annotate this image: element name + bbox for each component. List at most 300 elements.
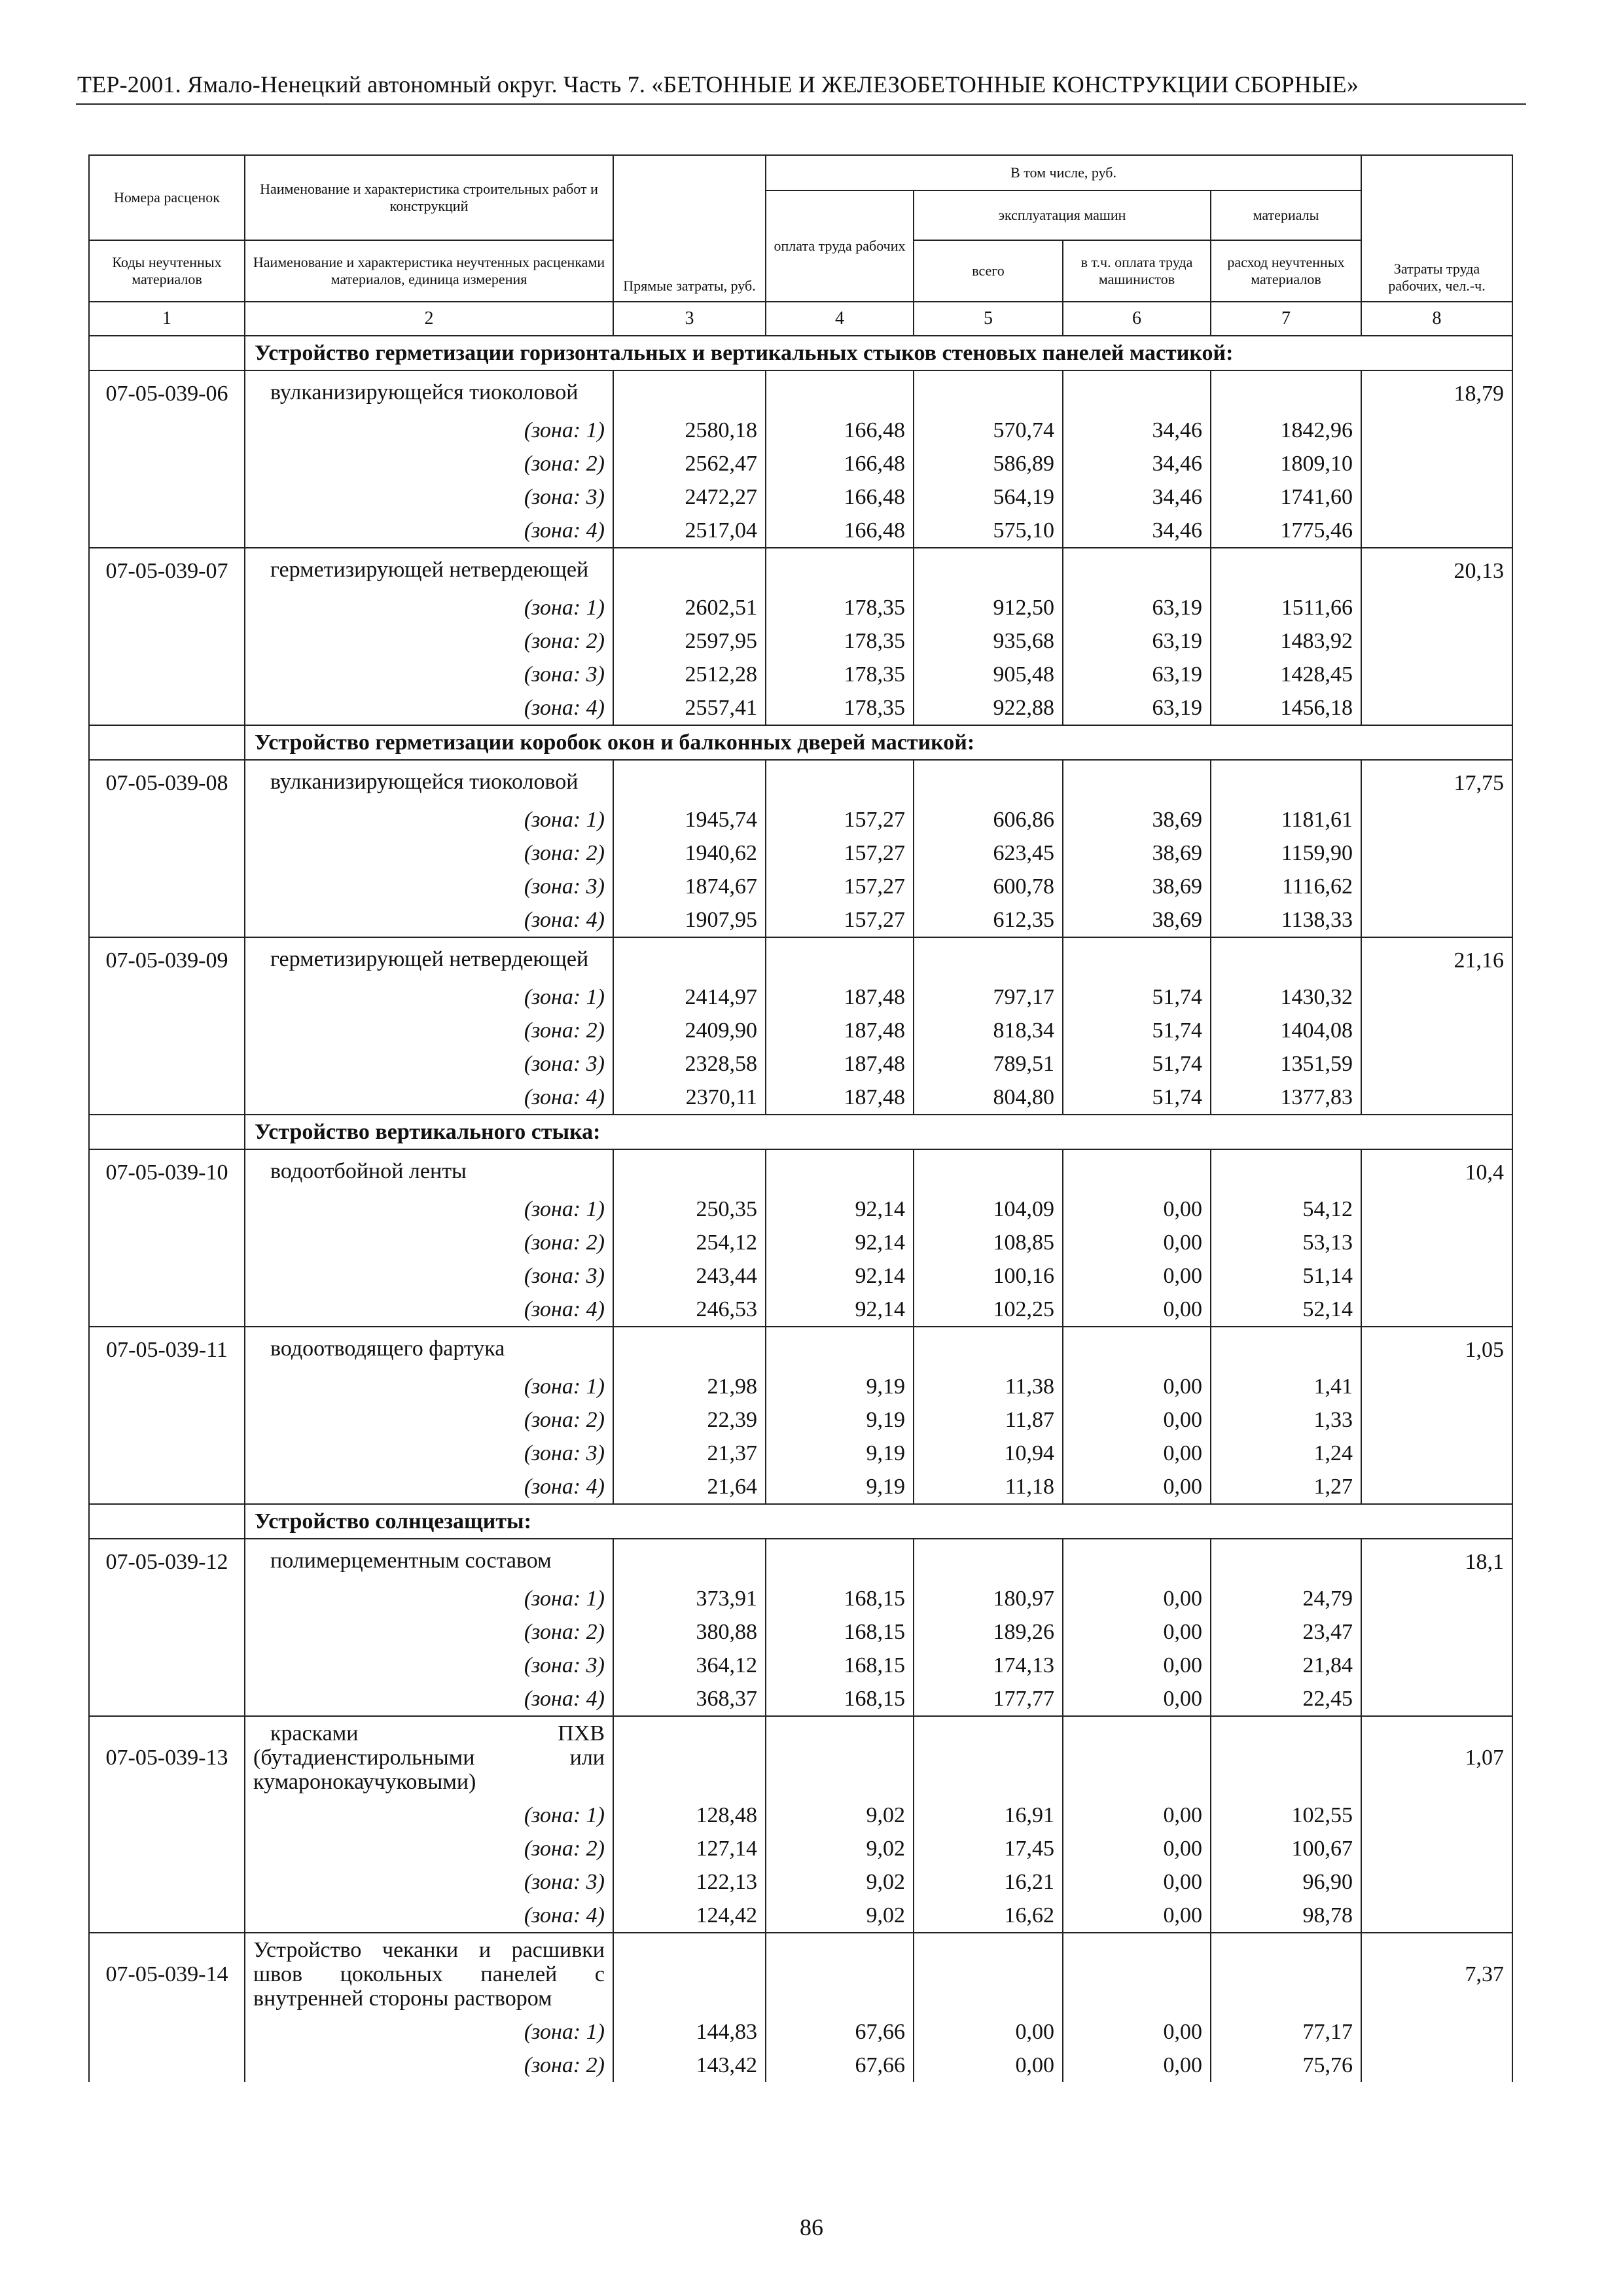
empty-cell [1211, 1327, 1361, 1370]
empty-cell [1063, 370, 1211, 414]
machines-total: 564,19 [914, 480, 1063, 514]
empty-cell [1063, 760, 1211, 803]
zone-label: (зона: 3) [245, 1865, 613, 1899]
group-title: Устройство герметизации коробок окон и балконных дверей мастикой: [245, 725, 1512, 760]
column-number: 4 [766, 302, 914, 336]
operators-wages: 0,00 [1063, 1682, 1211, 1716]
operators-wages: 0,00 [1063, 1899, 1211, 1933]
code-cell-empty [89, 836, 245, 870]
rate-code: 07-05-039-06 [89, 370, 245, 414]
empty-cell [613, 1149, 766, 1193]
machines-total: 100,16 [914, 1259, 1063, 1293]
workers-wages: 67,66 [766, 2049, 914, 2082]
materials-cost: 75,76 [1211, 2049, 1361, 2082]
materials-cost: 22,45 [1211, 1682, 1361, 1716]
code-cell-empty [89, 1865, 245, 1899]
direct-costs: 144,83 [613, 2015, 766, 2049]
workers-wages: 9,19 [766, 1470, 914, 1504]
labor-cell-empty [1361, 2049, 1512, 2082]
column-number: 8 [1361, 302, 1512, 336]
group-header [89, 725, 1512, 760]
code-cell-empty [89, 591, 245, 624]
zone-label: (зона: 1) [245, 803, 613, 836]
zone-label: (зона: 1) [245, 1193, 613, 1226]
direct-costs: 2472,27 [613, 480, 766, 514]
machines-total: 17,45 [914, 1832, 1063, 1865]
operators-wages: 0,00 [1063, 2049, 1211, 2082]
empty-cell [613, 937, 766, 980]
labor-cell-empty [1361, 624, 1512, 658]
labor-cost: 1,07 [1361, 1716, 1512, 1799]
empty-cell [613, 1327, 766, 1370]
zone-row [89, 1014, 1512, 1047]
machines-total: 0,00 [914, 2015, 1063, 2049]
direct-costs: 143,42 [613, 2049, 766, 2082]
machines-total: 804,80 [914, 1081, 1063, 1115]
labor-cell-empty [1361, 591, 1512, 624]
materials-cost: 1,33 [1211, 1403, 1361, 1437]
direct-costs: 2512,28 [613, 658, 766, 691]
group-row [89, 725, 1512, 760]
empty-cell [1063, 1149, 1211, 1193]
rate-entry [89, 1539, 1512, 1716]
machines-total: 600,78 [914, 870, 1063, 903]
col-header-work-name: Наименование и характеристика строительных работ и конструкций [245, 155, 613, 240]
zone-row [89, 1582, 1512, 1615]
col-header-material-codes: Коды неучтенных материалов [89, 240, 245, 302]
labor-cell-empty [1361, 1193, 1512, 1226]
operators-wages: 38,69 [1063, 870, 1211, 903]
zone-row [89, 2049, 1512, 2082]
materials-cost: 1775,46 [1211, 514, 1361, 548]
direct-costs: 1907,95 [613, 903, 766, 937]
workers-wages: 166,48 [766, 480, 914, 514]
empty-cell [1211, 548, 1361, 591]
rate-title-row [89, 1933, 1512, 2015]
group-row [89, 1504, 1512, 1539]
operators-wages: 34,46 [1063, 414, 1211, 447]
rate-description: вулканизирующейся тиоколовой [245, 760, 613, 803]
zone-label: (зона: 2) [245, 836, 613, 870]
machines-total: 623,45 [914, 836, 1063, 870]
labor-cost: 18,1 [1361, 1539, 1512, 1582]
operators-wages: 38,69 [1063, 836, 1211, 870]
code-cell-empty [89, 1682, 245, 1716]
operators-wages: 38,69 [1063, 903, 1211, 937]
workers-wages: 168,15 [766, 1649, 914, 1682]
direct-costs: 254,12 [613, 1226, 766, 1259]
machines-total: 102,25 [914, 1293, 1063, 1327]
direct-costs: 124,42 [613, 1899, 766, 1933]
zone-label: (зона: 3) [245, 480, 613, 514]
machines-total: 818,34 [914, 1014, 1063, 1047]
workers-wages: 166,48 [766, 414, 914, 447]
workers-wages: 168,15 [766, 1615, 914, 1649]
zone-row [89, 1470, 1512, 1504]
workers-wages: 67,66 [766, 2015, 914, 2049]
direct-costs: 122,13 [613, 1865, 766, 1899]
materials-cost: 53,13 [1211, 1226, 1361, 1259]
workers-wages: 157,27 [766, 870, 914, 903]
materials-cost: 1377,83 [1211, 1081, 1361, 1115]
code-cell-empty [89, 1047, 245, 1081]
empty-cell [1211, 1716, 1361, 1799]
zone-label: (зона: 4) [245, 903, 613, 937]
labor-cell-empty [1361, 1293, 1512, 1327]
operators-wages: 0,00 [1063, 1832, 1211, 1865]
materials-cost: 102,55 [1211, 1799, 1361, 1832]
code-cell-empty [89, 691, 245, 725]
machines-total: 797,17 [914, 980, 1063, 1014]
empty-cell [914, 370, 1063, 414]
machines-total: 16,91 [914, 1799, 1063, 1832]
empty-cell [914, 1149, 1063, 1193]
group-spacer [89, 725, 245, 760]
group-title: Устройство вертикального стыка: [245, 1115, 1512, 1149]
rate-title-row [89, 370, 1512, 414]
operators-wages: 0,00 [1063, 1293, 1211, 1327]
labor-cost: 21,16 [1361, 937, 1512, 980]
rate-entry [89, 1149, 1512, 1327]
direct-costs: 1945,74 [613, 803, 766, 836]
labor-cell-empty [1361, 1370, 1512, 1403]
workers-wages: 178,35 [766, 591, 914, 624]
code-cell-empty [89, 658, 245, 691]
workers-wages: 168,15 [766, 1582, 914, 1615]
empty-cell [766, 1933, 914, 2015]
operators-wages: 0,00 [1063, 1582, 1211, 1615]
workers-wages: 92,14 [766, 1193, 914, 1226]
labor-cell-empty [1361, 1799, 1512, 1832]
operators-wages: 0,00 [1063, 1649, 1211, 1682]
workers-wages: 168,15 [766, 1682, 914, 1716]
zone-label: (зона: 1) [245, 1370, 613, 1403]
machines-total: 189,26 [914, 1615, 1063, 1649]
group-header [89, 1504, 1512, 1539]
workers-wages: 166,48 [766, 447, 914, 480]
empty-cell [1211, 1539, 1361, 1582]
zone-row [89, 1649, 1512, 1682]
code-cell-empty [89, 870, 245, 903]
materials-cost: 21,84 [1211, 1649, 1361, 1682]
direct-costs: 2602,51 [613, 591, 766, 624]
materials-cost: 1809,10 [1211, 447, 1361, 480]
column-number: 1 [89, 302, 245, 336]
materials-cost: 100,67 [1211, 1832, 1361, 1865]
zone-row [89, 1403, 1512, 1437]
workers-wages: 187,48 [766, 980, 914, 1014]
zone-row [89, 414, 1512, 447]
operators-wages: 63,19 [1063, 658, 1211, 691]
labor-cell-empty [1361, 658, 1512, 691]
empty-cell [914, 548, 1063, 591]
rate-code: 07-05-039-11 [89, 1327, 245, 1370]
zone-row [89, 480, 1512, 514]
labor-cell-empty [1361, 1226, 1512, 1259]
code-cell-empty [89, 1582, 245, 1615]
labor-cell-empty [1361, 1403, 1512, 1437]
code-cell-empty [89, 1403, 245, 1437]
machines-total: 922,88 [914, 691, 1063, 725]
operators-wages: 0,00 [1063, 1259, 1211, 1293]
rate-description: полимерцементным составом [245, 1539, 613, 1582]
rate-description: герметизирующей нетвердеющей [245, 548, 613, 591]
labor-cost: 17,75 [1361, 760, 1512, 803]
col-header-labor: Затраты труда рабочих, чел.-ч. [1361, 155, 1512, 302]
code-cell-empty [89, 803, 245, 836]
zone-row [89, 870, 1512, 903]
zone-row [89, 447, 1512, 480]
rate-title-row [89, 937, 1512, 980]
zone-label: (зона: 1) [245, 1799, 613, 1832]
workers-wages: 157,27 [766, 903, 914, 937]
direct-costs: 1940,62 [613, 836, 766, 870]
column-number: 2 [245, 302, 613, 336]
direct-costs: 2370,11 [613, 1081, 766, 1115]
rate-code: 07-05-039-14 [89, 1933, 245, 2015]
rate-code: 07-05-039-08 [89, 760, 245, 803]
rate-code: 07-05-039-07 [89, 548, 245, 591]
direct-costs: 2557,41 [613, 691, 766, 725]
labor-cell-empty [1361, 1582, 1512, 1615]
zone-label: (зона: 4) [245, 1470, 613, 1504]
zone-label: (зона: 4) [245, 1081, 613, 1115]
zone-label: (зона: 4) [245, 514, 613, 548]
labor-cell-empty [1361, 1470, 1512, 1504]
zone-row [89, 836, 1512, 870]
machines-total: 108,85 [914, 1226, 1063, 1259]
labor-cell-empty [1361, 803, 1512, 836]
rate-title-row [89, 1149, 1512, 1193]
materials-cost: 77,17 [1211, 2015, 1361, 2049]
code-cell-empty [89, 1081, 245, 1115]
direct-costs: 1874,67 [613, 870, 766, 903]
rate-entry [89, 370, 1512, 548]
empty-cell [766, 1149, 914, 1193]
code-cell-empty [89, 2049, 245, 2082]
zone-row [89, 803, 1512, 836]
zone-label: (зона: 2) [245, 1226, 613, 1259]
page-number: 86 [800, 2214, 823, 2240]
empty-cell [613, 1716, 766, 1799]
zone-label: (зона: 3) [245, 658, 613, 691]
labor-cell-empty [1361, 1682, 1512, 1716]
group-row [89, 1115, 1512, 1149]
operators-wages: 0,00 [1063, 1470, 1211, 1504]
empty-cell [914, 760, 1063, 803]
materials-cost: 52,14 [1211, 1293, 1361, 1327]
workers-wages: 187,48 [766, 1014, 914, 1047]
code-cell-empty [89, 1899, 245, 1933]
workers-wages: 166,48 [766, 514, 914, 548]
empty-cell [914, 937, 1063, 980]
labor-cell-empty [1361, 480, 1512, 514]
labor-cost: 10,4 [1361, 1149, 1512, 1193]
direct-costs: 246,53 [613, 1293, 766, 1327]
materials-cost: 23,47 [1211, 1615, 1361, 1649]
direct-costs: 21,64 [613, 1470, 766, 1504]
rate-title-row [89, 1716, 1512, 1799]
operators-wages: 51,74 [1063, 1081, 1211, 1115]
empty-cell [1211, 1149, 1361, 1193]
zone-label: (зона: 2) [245, 447, 613, 480]
zone-row [89, 1370, 1512, 1403]
code-cell-empty [89, 624, 245, 658]
zone-row [89, 2015, 1512, 2049]
machines-total: 575,10 [914, 514, 1063, 548]
zone-label: (зона: 3) [245, 1649, 613, 1682]
column-number: 6 [1063, 302, 1211, 336]
empty-cell [766, 1327, 914, 1370]
operators-wages: 38,69 [1063, 803, 1211, 836]
machines-total: 612,35 [914, 903, 1063, 937]
col-header-material-usage: расход неучтенных материалов [1211, 240, 1361, 302]
code-cell-empty [89, 1615, 245, 1649]
materials-cost: 1181,61 [1211, 803, 1361, 836]
operators-wages: 51,74 [1063, 1014, 1211, 1047]
operators-wages: 63,19 [1063, 624, 1211, 658]
machines-total: 935,68 [914, 624, 1063, 658]
operators-wages: 0,00 [1063, 1865, 1211, 1899]
materials-cost: 1428,45 [1211, 658, 1361, 691]
materials-cost: 98,78 [1211, 1899, 1361, 1933]
zone-label: (зона: 2) [245, 2049, 613, 2082]
workers-wages: 92,14 [766, 1226, 914, 1259]
zone-row [89, 658, 1512, 691]
labor-cost: 18,79 [1361, 370, 1512, 414]
materials-cost: 1159,90 [1211, 836, 1361, 870]
code-cell-empty [89, 1470, 245, 1504]
labor-cell-empty [1361, 514, 1512, 548]
materials-cost: 1404,08 [1211, 1014, 1361, 1047]
machines-total: 11,87 [914, 1403, 1063, 1437]
direct-costs: 21,98 [613, 1370, 766, 1403]
empty-cell [766, 548, 914, 591]
code-cell-empty [89, 1193, 245, 1226]
labor-cell-empty [1361, 414, 1512, 447]
zone-row [89, 1799, 1512, 1832]
operators-wages: 0,00 [1063, 1370, 1211, 1403]
column-numbers [89, 302, 1512, 336]
rate-entry [89, 1933, 1512, 2082]
materials-cost: 1430,32 [1211, 980, 1361, 1014]
empty-cell [613, 1933, 766, 2015]
machines-total: 174,13 [914, 1649, 1063, 1682]
group-header [89, 336, 1512, 370]
operators-wages: 34,46 [1063, 514, 1211, 548]
rate-code: 07-05-039-09 [89, 937, 245, 980]
rate-description: герметизирующей нетвердеющей [245, 937, 613, 980]
machines-total: 11,18 [914, 1470, 1063, 1504]
rate-code: 07-05-039-13 [89, 1716, 245, 1799]
labor-cell-empty [1361, 1014, 1512, 1047]
operators-wages: 34,46 [1063, 480, 1211, 514]
group-spacer [89, 1504, 245, 1539]
code-cell-empty [89, 903, 245, 937]
col-header-including: В том числе, руб. [766, 155, 1361, 190]
rate-entry [89, 1327, 1512, 1504]
direct-costs: 2414,97 [613, 980, 766, 1014]
empty-cell [1063, 1327, 1211, 1370]
col-header-direct-costs: Прямые затраты, руб. [613, 155, 766, 302]
code-cell-empty [89, 1799, 245, 1832]
zone-row [89, 1615, 1512, 1649]
machines-total: 905,48 [914, 658, 1063, 691]
materials-cost: 24,79 [1211, 1582, 1361, 1615]
operators-wages: 51,74 [1063, 1047, 1211, 1081]
zone-label: (зона: 1) [245, 591, 613, 624]
materials-cost: 1351,59 [1211, 1047, 1361, 1081]
group-title: Устройство герметизации горизонтальных и вертикальных стыков стеновых панелей мастикой: [245, 336, 1512, 370]
labor-cell-empty [1361, 836, 1512, 870]
direct-costs: 373,91 [613, 1582, 766, 1615]
zone-label: (зона: 4) [245, 691, 613, 725]
zone-row [89, 1259, 1512, 1293]
zone-label: (зона: 1) [245, 1582, 613, 1615]
zone-label: (зона: 1) [245, 2015, 613, 2049]
code-cell-empty [89, 1649, 245, 1682]
empty-cell [1063, 1716, 1211, 1799]
group-title: Устройство солнцезащиты: [245, 1504, 1512, 1539]
zone-label: (зона: 3) [245, 1047, 613, 1081]
direct-costs: 364,12 [613, 1649, 766, 1682]
labor-cell-empty [1361, 1047, 1512, 1081]
direct-costs: 2328,58 [613, 1047, 766, 1081]
code-cell-empty [89, 2015, 245, 2049]
materials-cost: 1,41 [1211, 1370, 1361, 1403]
zone-row [89, 1682, 1512, 1716]
group-header [89, 1115, 1512, 1149]
labor-cell-empty [1361, 2015, 1512, 2049]
zone-label: (зона: 4) [245, 1682, 613, 1716]
zone-row [89, 1081, 1512, 1115]
col-header-wages: оплата труда рабочих [766, 190, 914, 302]
direct-costs: 2409,90 [613, 1014, 766, 1047]
direct-costs: 127,14 [613, 1832, 766, 1865]
direct-costs: 2517,04 [613, 514, 766, 548]
empty-cell [914, 1327, 1063, 1370]
zone-row [89, 514, 1512, 548]
rate-entry [89, 937, 1512, 1115]
empty-cell [613, 760, 766, 803]
labor-cell-empty [1361, 691, 1512, 725]
direct-costs: 22,39 [613, 1403, 766, 1437]
empty-cell [766, 760, 914, 803]
operators-wages: 63,19 [1063, 591, 1211, 624]
direct-costs: 128,48 [613, 1799, 766, 1832]
code-cell-empty [89, 514, 245, 548]
empty-cell [613, 370, 766, 414]
workers-wages: 9,02 [766, 1832, 914, 1865]
workers-wages: 9,02 [766, 1865, 914, 1899]
rate-code: 07-05-039-12 [89, 1539, 245, 1582]
labor-cell-empty [1361, 870, 1512, 903]
empty-cell [914, 1539, 1063, 1582]
empty-cell [914, 1716, 1063, 1799]
labor-cell-empty [1361, 1615, 1512, 1649]
page-header: ТЕР-2001. Ямало-Ненецкий автономный округ. Часть 7. «БЕТОННЫЕ И ЖЕЛЕЗОБЕТОННЫЕ КОНСТРУКЦИИ СБОРНЫЕ» [77, 71, 1359, 98]
machines-total: 11,38 [914, 1370, 1063, 1403]
operators-wages: 63,19 [1063, 691, 1211, 725]
zone-label: (зона: 1) [245, 980, 613, 1014]
zone-row [89, 1293, 1512, 1327]
zone-row [89, 1899, 1512, 1933]
direct-costs: 2597,95 [613, 624, 766, 658]
empty-cell [766, 937, 914, 980]
workers-wages: 178,35 [766, 624, 914, 658]
rates-table [88, 154, 1513, 2082]
column-number: 5 [914, 302, 1063, 336]
